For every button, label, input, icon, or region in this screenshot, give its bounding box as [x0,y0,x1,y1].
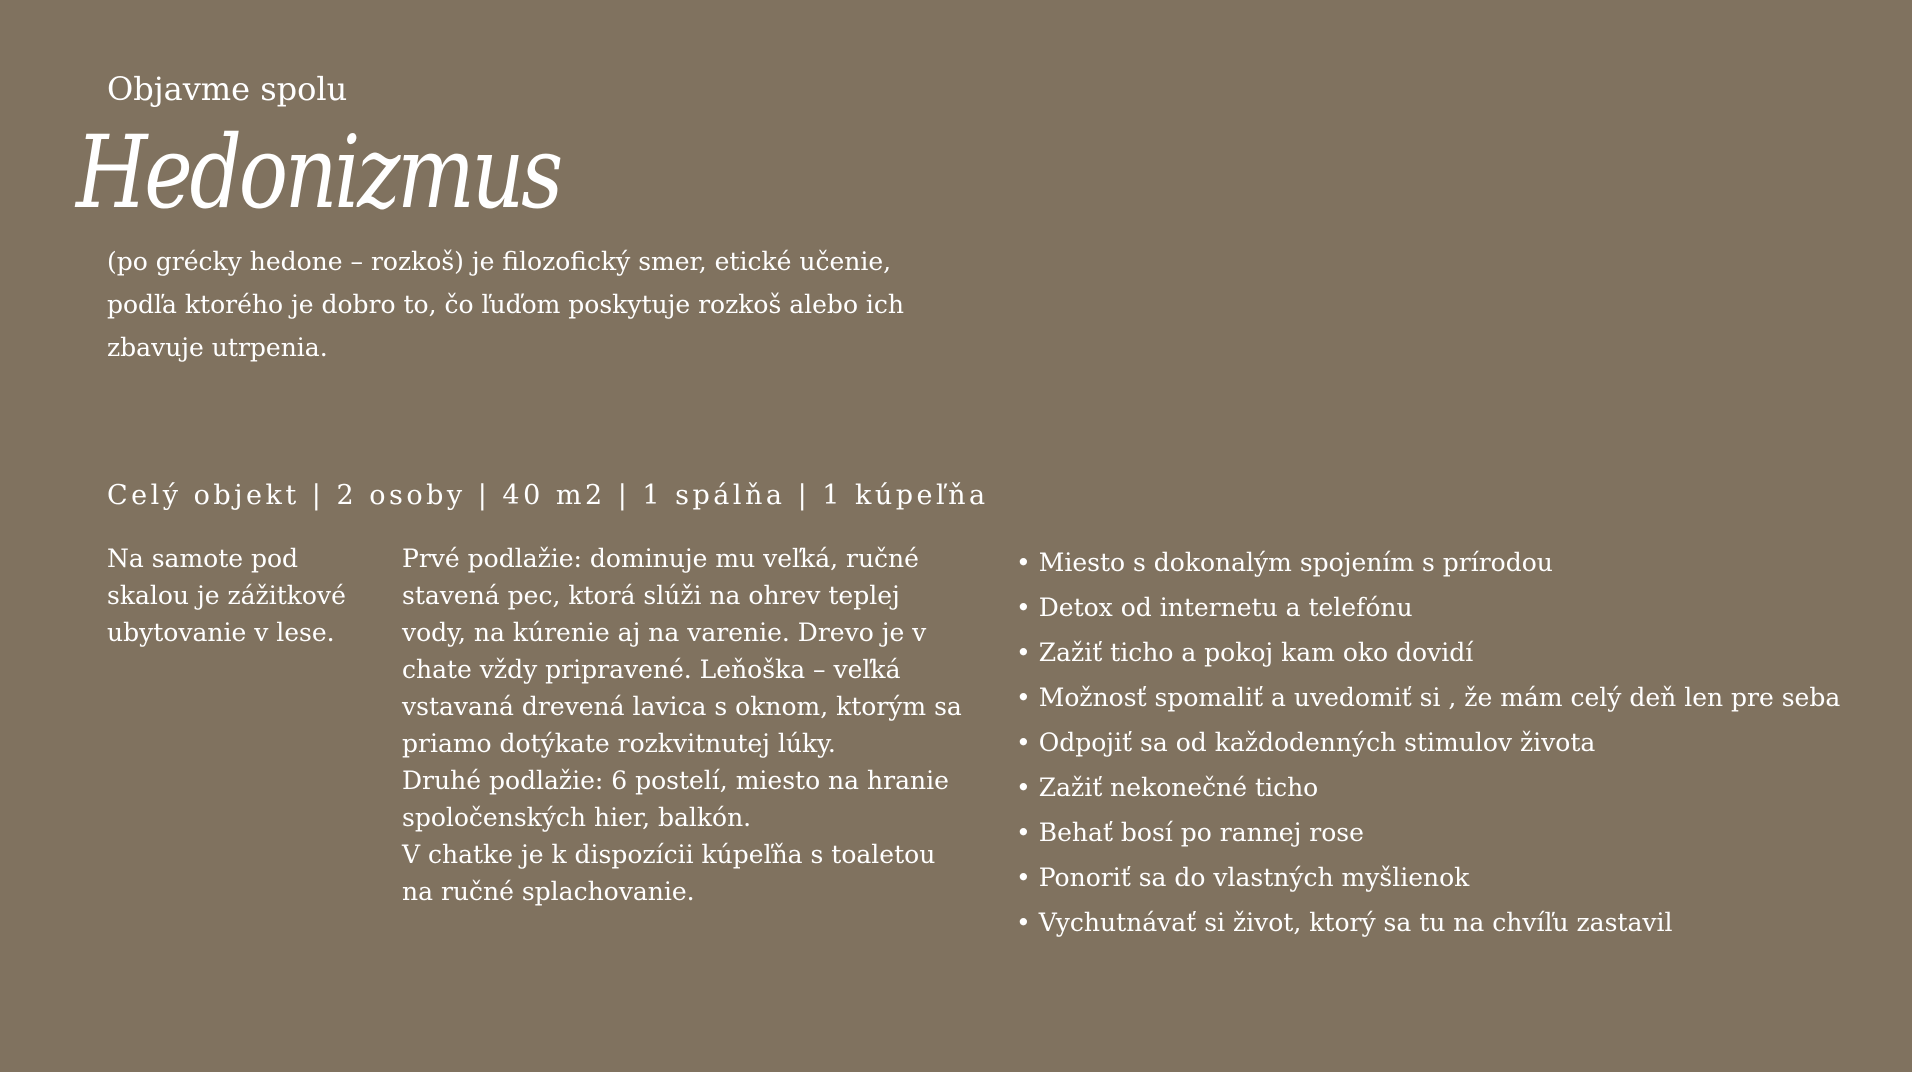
list-item: • Ponoriť sa do vlastných myšlienok [1016,855,1896,900]
benefits-list [1016,540,1896,945]
eyebrow-text: Objavme spolu [107,70,348,108]
list-item: • Miesto s dokonalým spojením s prírodou [1016,540,1896,585]
location-description: Na samote pod skalou je zážitkové ubytovanie v lese. [107,544,346,647]
floor-description [402,540,962,910]
list-item: • Odpojiť sa od každodenných stimulov života [1016,720,1896,765]
list-item: • Behať bosí po rannej rose [1016,810,1896,855]
list-item: • Detox od internetu a telefónu [1016,585,1896,630]
list-item: • Možnosť spomaliť a uvedomiť si , že mám celý deň len pre seba [1016,675,1896,720]
first-floor-text: Prvé podlažie: dominuje mu veľká, ručné stavená pec, ktorá slúži na ohrev teplej vody, na kúrenie aj na varenie. Drevo je v chate vždy pripravené. Leňoška – veľká vstavaná drevená lavica s oknom, ktorým sa priamo dotýkate rozkvitnutej lúky. [402,544,962,758]
bathroom-text: V chatke je k dispozícii kúpeľňa s toaletou na ručné splachovanie. [402,840,936,906]
property-specs: Celý objekt | 2 osoby | 40 m2 | 1 spálňa | 1 kúpeľňa [107,480,989,511]
page-title: Hedonizmus [76,114,560,231]
list-item: • Zažiť ticho a pokoj kam oko dovidí [1016,630,1896,675]
second-floor-text: Druhé podlažie: 6 postelí, miesto na hranie spoločenských hier, balkón. [402,766,949,832]
intro-paragraph: (po grécky hedone – rozkoš) je filozofický smer, etické učenie, podľa ktorého je dobro to, čo ľuďom poskytuje rozkoš alebo ich zbavuje utrpenia. [107,247,905,362]
list-item: • Vychutnávať si život, ktorý sa tu na chvíľu zastavil [1016,900,1896,945]
list-item: • Zažiť nekonečné ticho [1016,765,1896,810]
